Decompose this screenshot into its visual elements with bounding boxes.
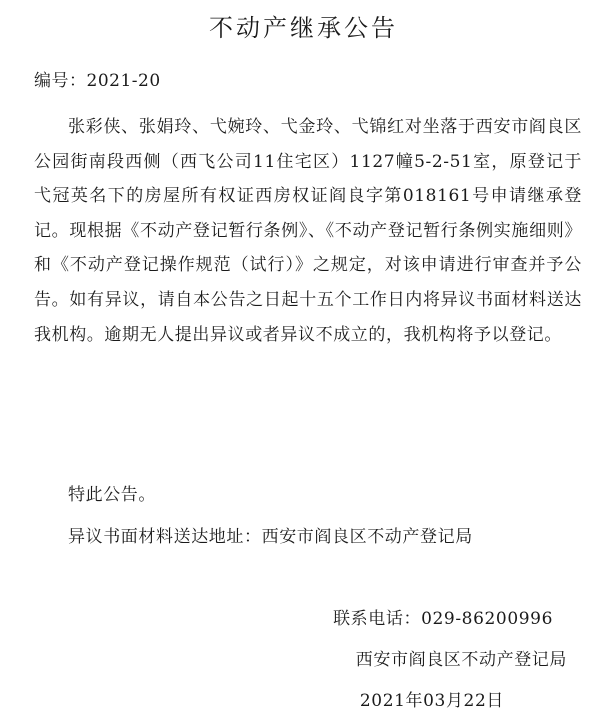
document-title: 不动产继承公告: [209, 14, 398, 42]
announcement-body: 张彩侠、张娟玲、弋婉玲、弋金玲、弋锦红对坐落于西安市阎良区公园街南段西侧（西飞公司11住宅区）1127幢5-2-51室，原登记于弋冠英名下的房屋所有权证西房权证阎良字第018161号申请继承登记。现根据《不动产登记暂行条例》、《不动产登记暂行条例实施细则》和《不动产登记操作规范（试行）》之规定，对该申请进行审查并予公告。如有异议，请自本公告之日起十五个工作日内将异议书面材料送达我机构。逾期无人提出异议或者异议不成立的，我机构将予以登记。: [34, 117, 582, 345]
closing-remark: 特此公告。: [68, 485, 156, 505]
document-number: 编号：2021-20: [34, 71, 161, 91]
objection-address: 异议书面材料送达地址：西安市阎良区不动产登记局: [68, 527, 473, 547]
contact-phone: 联系电话：029-86200996: [333, 609, 553, 629]
issuing-authority: 西安市阎良区不动产登记局: [355, 650, 567, 670]
issue-date: 2021年03月22日: [359, 691, 504, 711]
